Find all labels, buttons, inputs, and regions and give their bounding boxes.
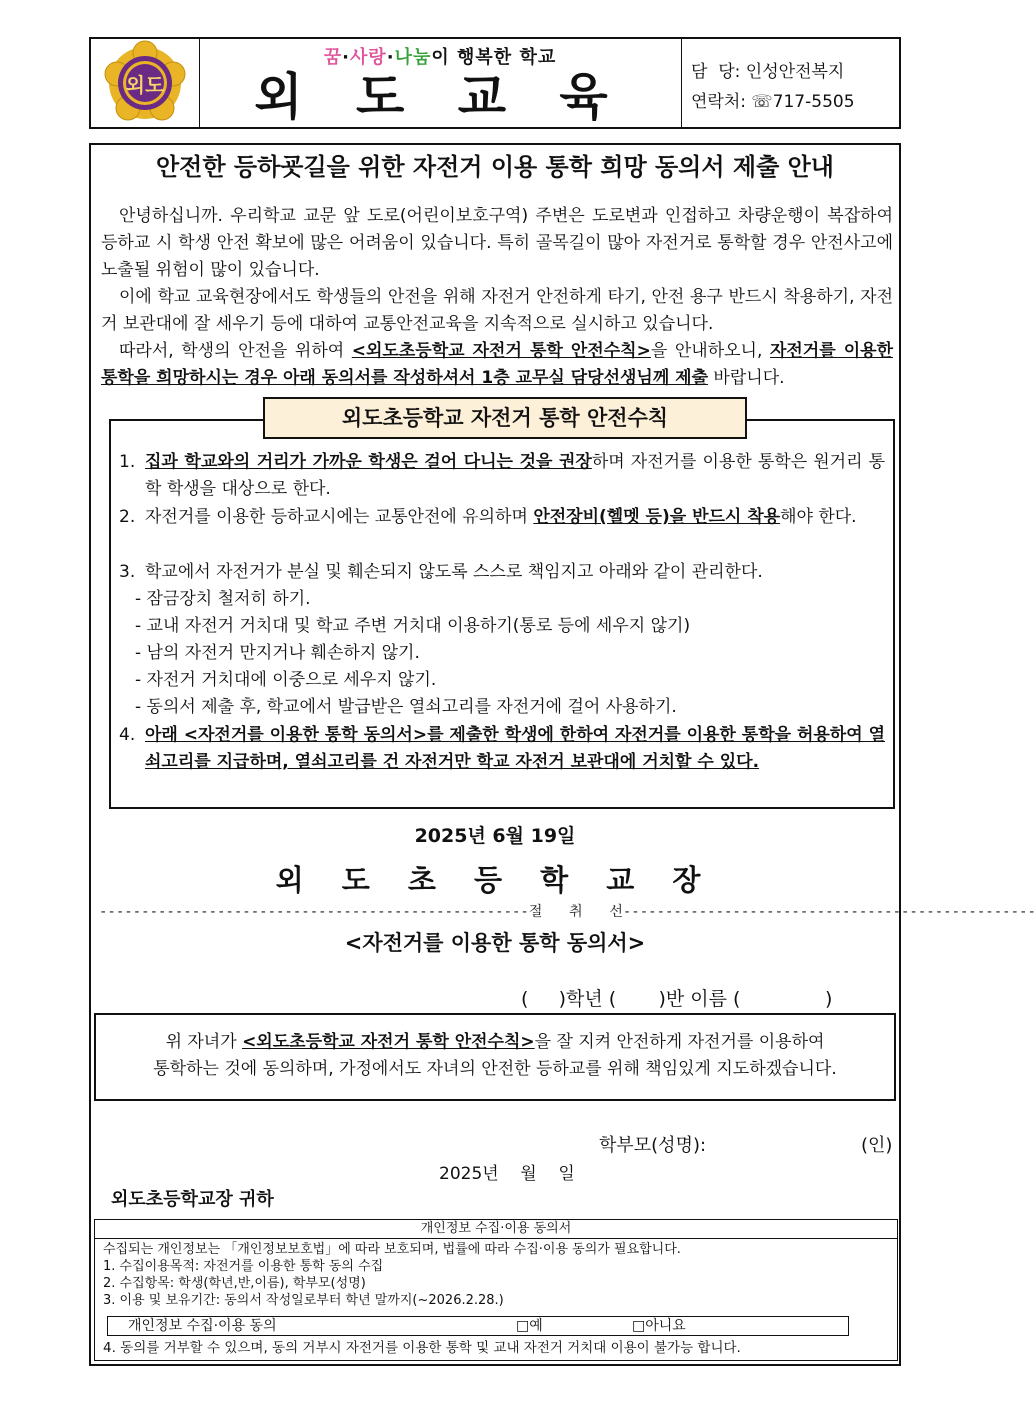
slogan-dot-2: · bbox=[386, 47, 395, 68]
rule-1-num: 1. bbox=[119, 452, 136, 472]
privacy-item-2: 2. 수집항목: 학생(학년,반,이름), 학부모(성명) bbox=[103, 1276, 366, 1291]
para3-a: 따라서, 학생의 안전을 위하여 bbox=[119, 341, 352, 361]
rule-4-text: 아래 <자전거를 이용한 통학 동의서>를 제출한 학생에 한하여 자전거를 이용한 통학을 허용하여 열쇠고리를 지급하며, 열쇠고리를 건 자전거만 학교 자전거 보관대에 거치할 수 있다. bbox=[145, 725, 885, 772]
para2-text: 이에 학교 교육현장에서도 학생들의 안전을 위해 자전거 안전하게 타기, 안전 용구 반드시 착용하기, 자전거 보관대에 잘 세우기 등에 대하여 교통안전교육을 지속적으로 실시하고 있습니다. bbox=[101, 287, 893, 334]
slogan-share: 나눔 bbox=[394, 47, 432, 68]
consent-statement-box bbox=[94, 1013, 896, 1101]
safety-rules-title: 외도초등학교 자전거 통학 안전수칙 bbox=[263, 397, 747, 439]
principal-signature: 외 도 초 등 학 교 장 bbox=[275, 863, 715, 897]
rule-3-sub-5: - 동의서 제출 후, 학교에서 발급받은 열쇠고리를 자전거에 걸어 사용하기. bbox=[135, 697, 677, 717]
safety-rules-box bbox=[109, 419, 895, 809]
consent-c: 을 잘 지켜 안전하게 자전거를 이용하여 bbox=[534, 1032, 825, 1052]
parent-name-label: 학부모(성명): bbox=[599, 1135, 707, 1156]
intro-paragraph-3 bbox=[101, 338, 893, 392]
emblem-text: 외도 bbox=[125, 73, 165, 97]
rule-1 bbox=[119, 449, 885, 503]
para3-e: 바랍니다. bbox=[708, 368, 785, 388]
privacy-no-checkbox[interactable]: □아니요 bbox=[632, 1318, 686, 1334]
cut-dashes-left: --------------------------------------------------- bbox=[99, 904, 529, 920]
main-document bbox=[89, 143, 1036, 1366]
privacy-intro: 수집되는 개인정보는 「개인정보보호법」에 따라 보호되며, 법률에 따라 수집·이용 동의가 필요합니다. bbox=[103, 1242, 681, 1257]
privacy-agree-label: 개인정보 수집·이용 동의 bbox=[128, 1318, 277, 1334]
rule-3-sub-1: - 잠금장치 철저히 하기. bbox=[135, 589, 311, 609]
rule-3-sub-4: - 자전거 거치대에 이중으로 세우지 않기. bbox=[135, 670, 437, 690]
phone-value: ☏717-5505 bbox=[751, 92, 855, 112]
rule-2-bold: 안전장비(헬멧 등)을 반드시 착용 bbox=[533, 507, 781, 527]
rule-3-sub-3: - 남의 자전거 만지거나 훼손하지 않기. bbox=[135, 643, 420, 663]
consent-title: <자전거를 이용한 통학 동의서> bbox=[344, 931, 646, 955]
rule-2-c: 해야 한다. bbox=[780, 507, 857, 527]
rule-3-num: 3. bbox=[119, 562, 136, 582]
slogan-love: 사랑 bbox=[349, 47, 387, 68]
consent-line-1 bbox=[96, 1029, 894, 1056]
rule-3-sub-2: - 교내 자전거 거치대 및 학교 주변 거치대 이용하기(통로 등에 세우지 않기) bbox=[135, 616, 691, 636]
rule-4 bbox=[119, 722, 885, 776]
rule-3 bbox=[119, 559, 885, 586]
slogan-rest: 이 행복한 학교 bbox=[431, 47, 557, 68]
privacy-consent-box bbox=[94, 1219, 898, 1361]
rule-2-a: 자전거를 이용한 등하교시에는 교통안전에 유의하며 bbox=[145, 507, 534, 527]
newsletter-name: 외 도 교 육 bbox=[254, 68, 626, 126]
privacy-item-1: 1. 수집이용목적: 자전거를 이용한 통학 동의 수집 bbox=[103, 1259, 384, 1274]
cut-line bbox=[99, 901, 1036, 921]
rule-1-bold: 집과 학교와의 거리가 가까운 학생은 걸어 다니는 것을 권장 bbox=[145, 452, 592, 472]
privacy-item-3: 3. 이용 및 보유기간: 동의서 작성일로부터 학년 말까지(~2026.2.28.) bbox=[103, 1293, 504, 1308]
contact-cell bbox=[681, 39, 901, 127]
notice-date: 2025년 6월 19일 bbox=[414, 825, 576, 847]
parent-seal[interactable]: (인) bbox=[861, 1135, 893, 1156]
cut-dashes-right: ------------------------------------------------- bbox=[622, 904, 1036, 920]
document-title: 안전한 등하굣길을 위한 자전거 이용 통학 희망 동의서 제출 안내 bbox=[156, 153, 834, 181]
phone-label: 연락처: bbox=[691, 92, 746, 112]
rule-1-rest: 하며 자전거를 이용한 통학은 원거리 통학 학생을 대상으로 한다. bbox=[145, 452, 885, 499]
person-value: 인성안전복지 bbox=[745, 62, 845, 82]
logo-cell bbox=[91, 39, 200, 127]
privacy-yes-checkbox[interactable]: □예 bbox=[516, 1318, 543, 1334]
rule-2-num: 2. bbox=[119, 507, 136, 527]
para3-request: 자전거를 이용한 통학을 희망하시는 경우 아래 동의서를 작성하셔서 1층 교무실 담당선생님께 제출 bbox=[101, 341, 893, 388]
recipient: 외도초등학교장 귀하 bbox=[111, 1189, 274, 1210]
privacy-title: 개인정보 수집·이용 동의서 bbox=[95, 1220, 897, 1239]
contact-phone bbox=[691, 87, 855, 112]
student-info-line[interactable]: ( )학년 ( )반 이름 ( ) bbox=[521, 988, 833, 1010]
privacy-item-4: 4. 동의를 거부할 수 있으며, 동의 거부시 자전거를 이용한 통학 및 교내 자전거 거치대 이용이 불가능 합니다. bbox=[103, 1340, 741, 1356]
intro-paragraph-1 bbox=[101, 203, 893, 284]
slogan-dream: 꿈 bbox=[323, 47, 343, 68]
newsletter-header bbox=[89, 37, 901, 129]
rule-3-text: 학교에서 자전거가 분실 및 훼손되지 않도록 스스로 책임지고 아래와 같이 관리한다. bbox=[145, 562, 763, 582]
rule-4-num: 4. bbox=[119, 725, 136, 745]
consent-date-line[interactable]: 2025년 월 일 bbox=[439, 1164, 575, 1184]
contact-person bbox=[691, 57, 844, 82]
rule-2 bbox=[119, 504, 885, 531]
para1-text: 안녕하십니까. 우리학교 교문 앞 도로(어린이보호구역) 주변은 도로변과 인접하고 차량운행이 복잡하여 등하교 시 학생 안전 확보에 많은 어려움이 있습니다. 특히 골목길이 많아 자전거로 통학할 경우 안전사고에 노출될 위험이 많이 있습니다. bbox=[101, 206, 893, 280]
slogan-dot-1: · bbox=[342, 47, 350, 68]
consent-a: 위 자녀가 bbox=[165, 1032, 243, 1052]
consent-rules-name: <외도초등학교 자전거 통학 안전수칙> bbox=[242, 1032, 535, 1052]
consent-line-2: 통학하는 것에 동의하며, 가정에서도 자녀의 안전한 등하교를 위해 책임있게 지도하겠습니다. bbox=[153, 1059, 837, 1079]
cut-label: 절 취 선 bbox=[528, 904, 623, 920]
para3-c: 을 안내하오니, bbox=[650, 341, 770, 361]
intro-paragraph-2 bbox=[101, 284, 893, 338]
para3-rules-name: <외도초등학교 자전거 통학 안전수칙> bbox=[351, 341, 651, 361]
privacy-agree-row bbox=[107, 1316, 849, 1336]
person-label: 담 당: bbox=[691, 62, 741, 82]
slogan bbox=[199, 43, 681, 69]
title-cell bbox=[199, 39, 682, 127]
